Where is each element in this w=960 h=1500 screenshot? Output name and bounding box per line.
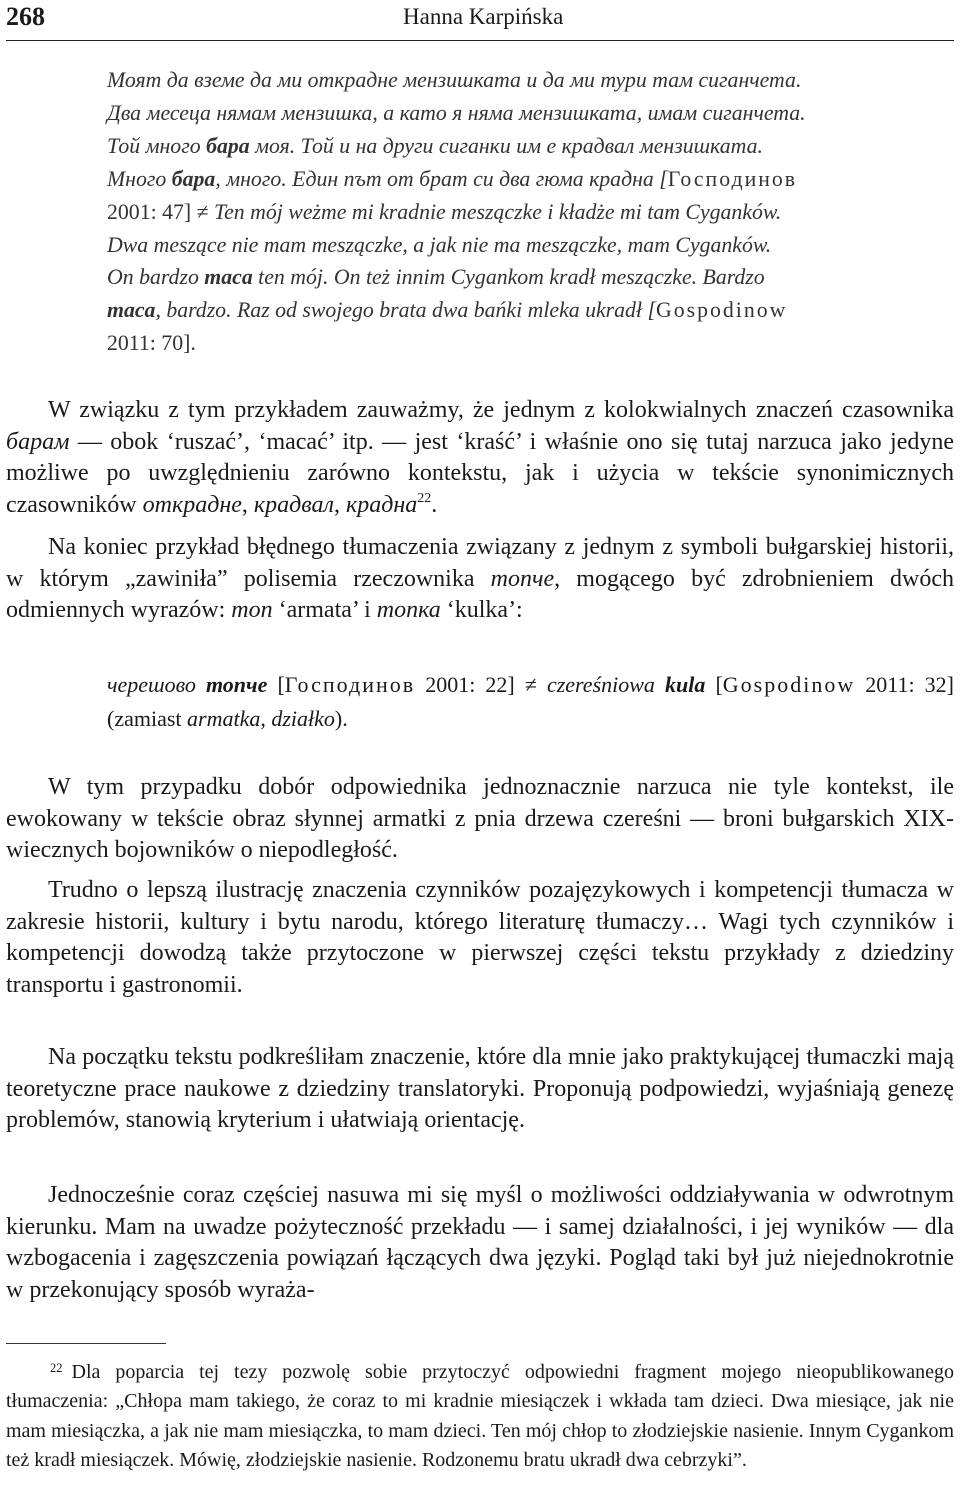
paragraph: Jednocześnie coraz częściej nasuwa mi się myśl o możliwości oddziaływania w odwrotnym kierunku. Mam na uwadze pożyteczność przekładu — i samej działalności, i jej wyników — dla wzbogacenia i zagęszczenia powiązań łączących dwa języki. Pogląd taki był już niejednokrotnie w przekonujący sposób wyraża- — [6, 1182, 954, 1303]
footnote — [6, 1354, 954, 1475]
paragraph: Na początku tekstu podkreśliłam znaczenie, które dla mnie jako praktykującej tłumaczki mają teoretyczne prace naukowe z dziedziny translatoryki. Proponują podpowiedzi, wyjaśniają genezę problemów, stanowią kryterium i ułatwiają orientację. — [6, 1044, 954, 1134]
footnote-ref: 22 — [417, 490, 432, 506]
citation-author: Gospodinow — [655, 298, 788, 323]
quote-bulgarian-polish: Моят да вземе да ми открадне мензишката и да ми тури там сиганчета. Два месеца нямам мензишка, а като я няма мензишката, имам сиганчета. Той много бара моя. Той и на други сиганки им е крадвал мензишката. Много бара, много. Един път от брат си два гюма крадна [Господинов 2001: 47] ≠ Ten mój weżme mi kradnie meszączke i kładże mi tam Cyganków. Dwa meszące nie mam meszączke, a jak nie ma meszączke, mam Cyganków. On bardzo maca ten mój. On też innim Cygankom kradł meszączke. Bardzo maca, bardzo. Raz od swojego brata dwa bańki mleka ukradł [Gospodinow 2011: 70]. — [107, 68, 806, 356]
page-header — [6, 0, 954, 40]
footnote-rule — [6, 1343, 166, 1344]
footnote-text: Dla poparcia tej tezy pozwolę sobie przytoczyć odpowiedni fragment mojego nieopublikowanego tłumaczenia: „Chłopa mam takiego, że coraz to mi kradnie miesiączek i wkłada tam dzieci. Dwa miesiące, jak nie mam miesiączka, a jak nie mam miesiączka, to mam dzieci. Ten mój chłop to złodziejskie nasienie. Innym Cygankom też kradł miesiączek. Mówię, złodziejskie nasienie. Rodzonemu bratu ukradł dwa cebrzyki”. — [6, 1361, 954, 1471]
citation-author: Господинов — [667, 166, 798, 191]
running-head: Hanna Karpińska — [403, 4, 564, 29]
paragraph: W związku z tym przykładem zauważmy, że jednym z kolokwialnych znaczeń czasownika барам — obok ‘ruszać’, ‘macać’ itp. — jest ‘kraść’ i właśnie ono się tutaj narzuca jako jedyne możliwe po uwzględnieniu zarówno kontekstu, jak i użycia w tekście synonimicznych czasowników открадне, крадвал, крадна$^{22}$. — [6, 397, 954, 518]
footnote-number: 22 — [50, 1361, 63, 1375]
paragraph: W tym przypadku dobór odpowiednika jednoznacznie narzuca nie tyle kontekst, ile ewokowany w tekście obraz słynnej armatki z pnia drzewa czereśni — broni bułgarskich XIX-wiecznych bojowników o niepodległość. — [6, 774, 954, 864]
header-rule — [6, 40, 954, 41]
paragraph: Trudno o lepszą ilustrację znaczenia czynników pozajęzykowych i kompetencji tłumacza w zakresie historii, kultury i bytu narodu, którego literaturę tłumaczy… Wagi tych czynników i kompetencji dowodzą także przytoczone w pierwszej części tekstu przykłady z dziedziny transportu i gastronomii. — [6, 877, 954, 998]
example-quote: черешово топче [Господинов 2001: 22] ≠ czereśniowa kula [Gospodinow 2011: 32] (zamiast armatka, działko). — [107, 672, 954, 731]
page-number: 268 — [6, 2, 45, 31]
paragraph: Na koniec przykład błędnego tłumaczenia związany z jednym z symboli bułgarskiej historii, w którym „zawiniła” polisemia rzeczownika топче, mogącego być zdrobnieniem dwóch odmiennych wyrazów: топ ‘armata’ i топка ‘kulka’: — [6, 534, 954, 624]
